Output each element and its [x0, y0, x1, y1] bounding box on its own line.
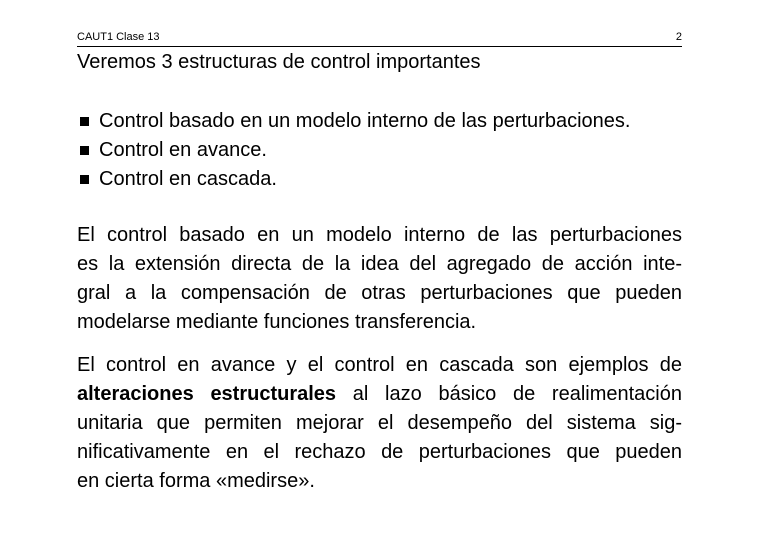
bullet-item — [77, 136, 687, 165]
paragraph-line: modelarse mediante funciones transferencia. — [77, 311, 477, 333]
course-label: CAUT1 Clase 13 — [77, 31, 160, 43]
square-bullet-icon — [80, 146, 89, 155]
slide-header — [77, 31, 682, 47]
square-bullet-icon — [80, 117, 89, 126]
paragraph-internal-model — [77, 221, 682, 337]
slide-title: Veremos 3 estructuras de control importantes — [77, 51, 481, 73]
bullet-item — [77, 165, 687, 194]
bullet-list — [77, 107, 687, 194]
paragraph-line: gral a la compensación de otras perturbaciones que pueden — [77, 282, 682, 304]
bullet-item — [77, 107, 687, 136]
bold-term: alteraciones estructurales — [77, 383, 337, 405]
square-bullet-icon — [80, 175, 89, 184]
paragraph-text: al lazo básico de realimentación — [336, 383, 682, 405]
paragraph-line: en cierta forma «medirse». — [77, 470, 315, 492]
paragraph-line: El control en avance y el control en cascada son ejemplos de — [77, 354, 682, 376]
paragraph-line: unitaria que permiten mejorar el desempeño del sistema sig- — [77, 412, 682, 434]
bullet-text: Control en avance. — [99, 139, 267, 161]
bullet-text: Control en cascada. — [99, 168, 277, 190]
page-number: 2 — [675, 31, 682, 43]
paragraph-line: es la extensión directa de la idea del agregado de acción inte- — [77, 253, 682, 275]
paragraph-line — [77, 380, 682, 409]
paragraph-line: nificativamente en el rechazo de perturbaciones que pueden — [77, 441, 682, 463]
paragraph-line: El control basado en un modelo interno de las perturbaciones — [77, 224, 682, 246]
bullet-text: Control basado en un modelo interno de las perturbaciones. — [99, 110, 631, 132]
paragraph-structural-alterations — [77, 351, 682, 496]
